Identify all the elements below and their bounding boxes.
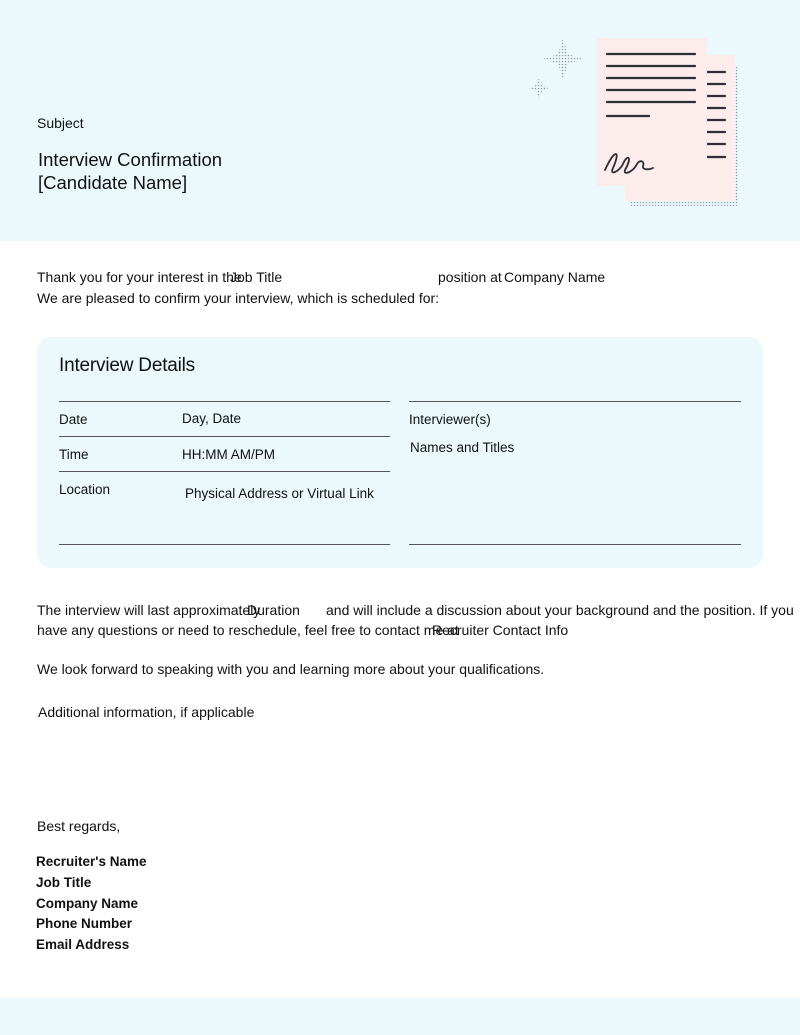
duration-text-c: have any questions or need to reschedule, feel free to contact me at [37,622,459,638]
divider [409,544,741,545]
divider [59,471,390,472]
interview-details-title: Interview Details [59,355,195,376]
additional-info-field[interactable]: Additional information, if applicable [38,704,255,720]
intro-text-a: Thank you for your interest in the [37,269,242,285]
header-band [0,0,800,241]
duration-text-b: and will include a discussion about your background and the position. If you [326,602,794,618]
subject-title-line2: [Candidate Name] [38,172,188,193]
company-name-field[interactable]: Company Name [504,269,606,285]
signature-block [36,852,147,956]
subject-label: Subject [37,115,84,131]
date-label: Date [59,412,88,427]
location-label: Location [59,482,111,497]
recruiter-company-field[interactable]: Company Name [36,895,139,911]
look-forward-text: We look forward to speaking with you and learning more about your qualifications. [37,661,545,677]
subject-title [38,148,222,194]
closing-regards: Best regards, [37,818,121,834]
location-field[interactable]: Physical Address or Virtual Link [185,486,374,501]
intro-line-2: We are pleased to confirm your interview, which is scheduled for: [37,290,440,306]
interviewers-label: Interviewer(s) [409,412,491,427]
recruiter-phone-field[interactable]: Phone Number [36,916,133,932]
date-field[interactable]: Day, Date [182,411,242,426]
duration-paragraph [37,600,794,640]
footer-band [0,998,800,1035]
divider [409,401,741,402]
intro-text-b: position at [438,269,502,285]
recruiter-job-title-field[interactable]: Job Title [36,874,92,890]
intro-line-1 [37,267,777,288]
duration-text-a: The interview will last approximately [37,602,261,618]
recruiter-contact-field[interactable]: Recruiter Contact Info [432,622,569,638]
duration-line-2 [37,620,767,640]
duration-field[interactable]: Duration [247,602,300,618]
time-label: Time [59,447,89,462]
job-title-field[interactable]: Job Title [230,269,283,285]
subject-title-line1: Interview Confirmation [38,149,223,170]
intro-paragraph [37,267,777,309]
interviewers-field[interactable]: Names and Titles [410,440,515,455]
recruiter-email-field[interactable]: Email Address [36,937,130,953]
divider [59,436,390,437]
interview-details-card [37,337,763,568]
divider [59,544,390,545]
time-field[interactable]: HH:MM AM/PM [182,447,275,462]
signed-document-icon [525,30,745,210]
duration-line-1 [37,600,794,620]
divider [59,401,390,402]
recruiter-name-field[interactable]: Recruiter's Name [36,854,147,869]
